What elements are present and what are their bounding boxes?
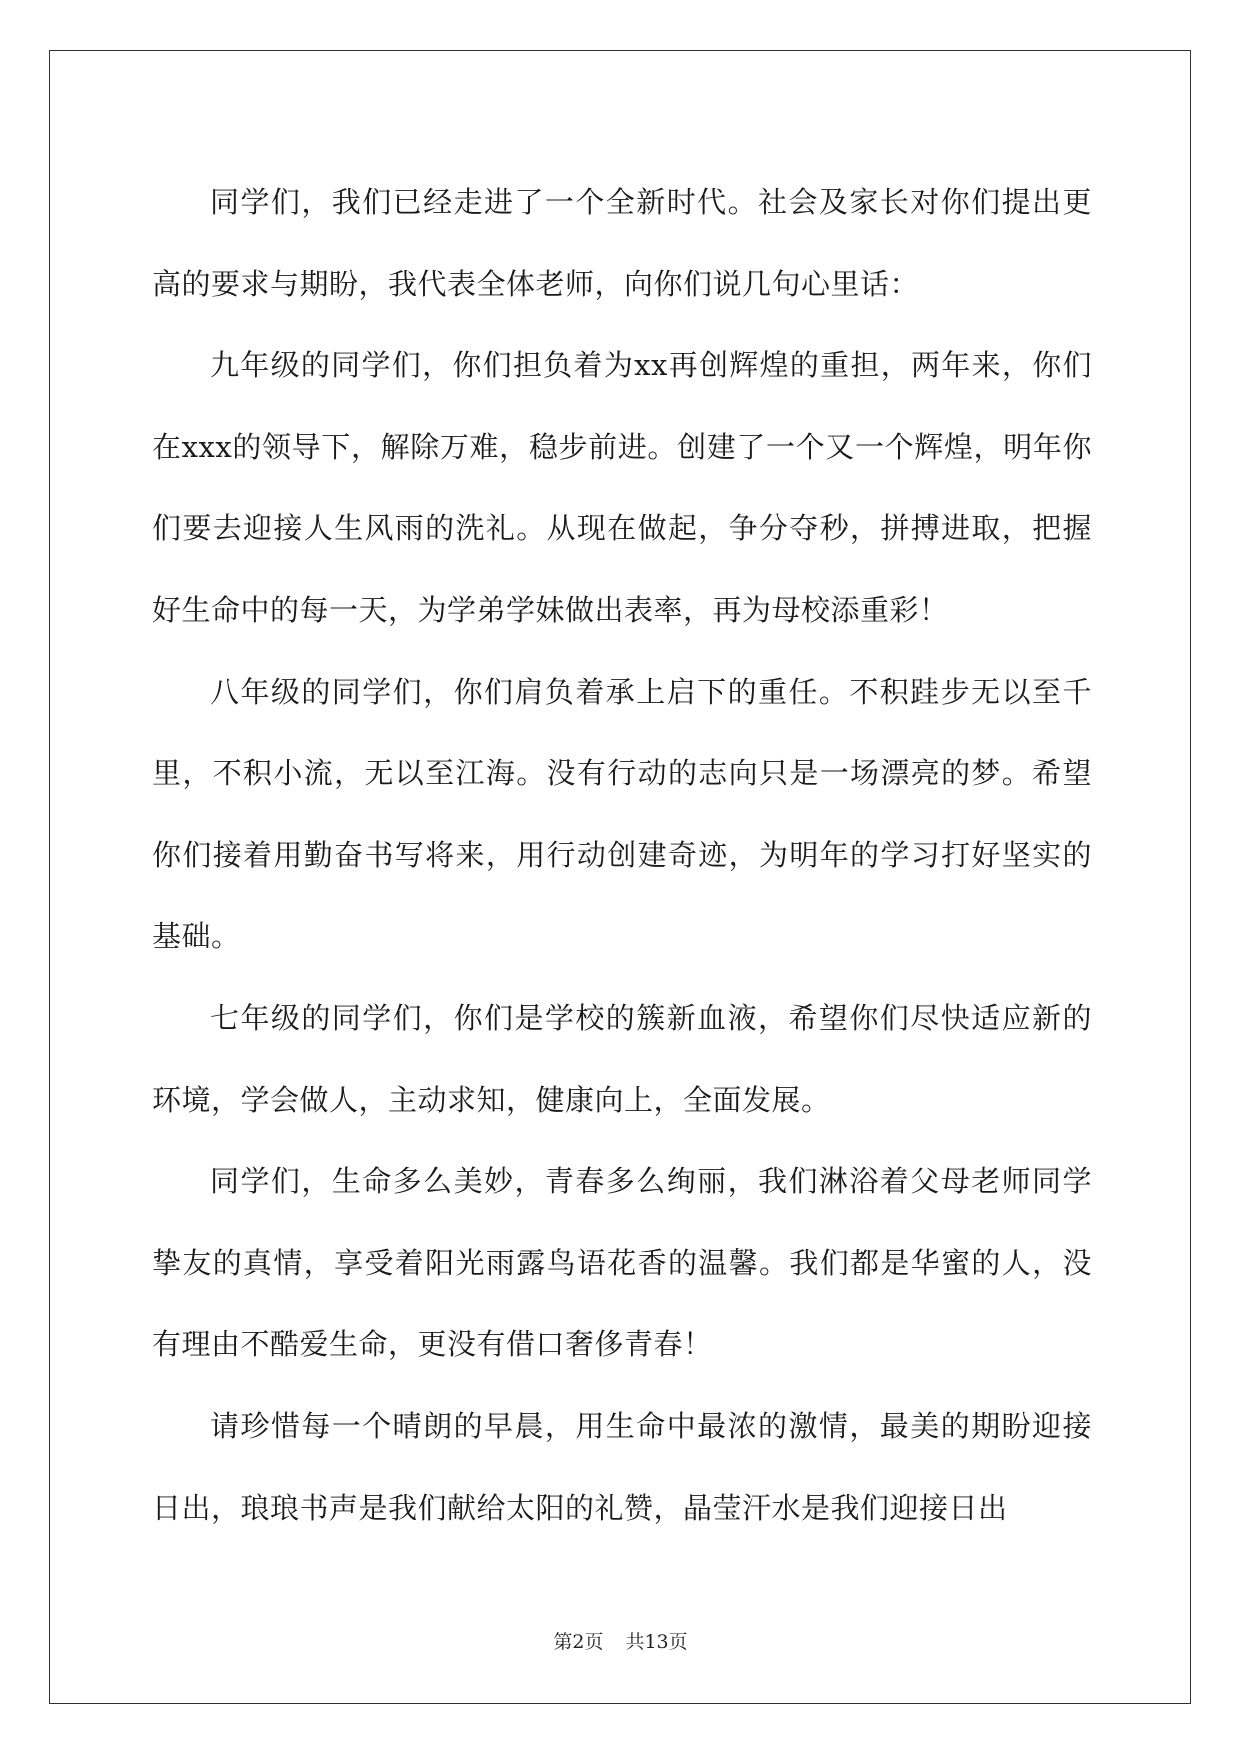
page-number: 第2页: [553, 1631, 604, 1653]
paragraph: 七年级的同学们，你们是学校的簇新血液，希望你们尽快适应新的环境，学会做人，主动求知，健康向上，全面发展。: [152, 1000, 1092, 1117]
paragraph: 同学们，生命多么美妙，青春多么绚丽，我们淋浴着父母老师同学挚友的真情，享受着阳光雨露鸟语花香的温馨。我们都是华蜜的人，没有理由不酷爱生命，更没有借口奢侈青春！: [152, 1164, 1092, 1362]
paragraph: 请珍惜每一个晴朗的早晨，用生命中最浓的激情，最美的期盼迎接日出，琅琅书声是我们献给太阳的礼赞，晶莹汗水是我们迎接日出: [152, 1408, 1092, 1525]
page-total: 共13页: [625, 1631, 688, 1653]
document-body: [152, 162, 1092, 1549]
page-footer: [0, 1627, 1241, 1654]
paragraph: 九年级的同学们，你们担负着为xx再创辉煌的重担，两年来，你们在xxx的领导下，解除万难，稳步前进。创建了一个又一个辉煌，明年你们要去迎接人生风雨的洗礼。从现在做起，争分夺秒，拼搏进取，把握好生命中的每一天，为学弟学妹做出表率，再为母校添重彩！: [152, 348, 1092, 627]
paragraph: 同学们，我们已经走进了一个全新时代。社会及家长对你们提出更高的要求与期盼，我代表全体老师，向你们说几句心里话：: [152, 185, 1092, 301]
paragraph: 八年级的同学们，你们肩负着承上启下的重任。不积跬步无以至千里，不积小流，无以至江海。没有行动的志向只是一场漂亮的梦。希望你们接着用勤奋书写将来，用行动创建奇迹，为明年的学习打好坚实的基础。: [152, 674, 1092, 954]
